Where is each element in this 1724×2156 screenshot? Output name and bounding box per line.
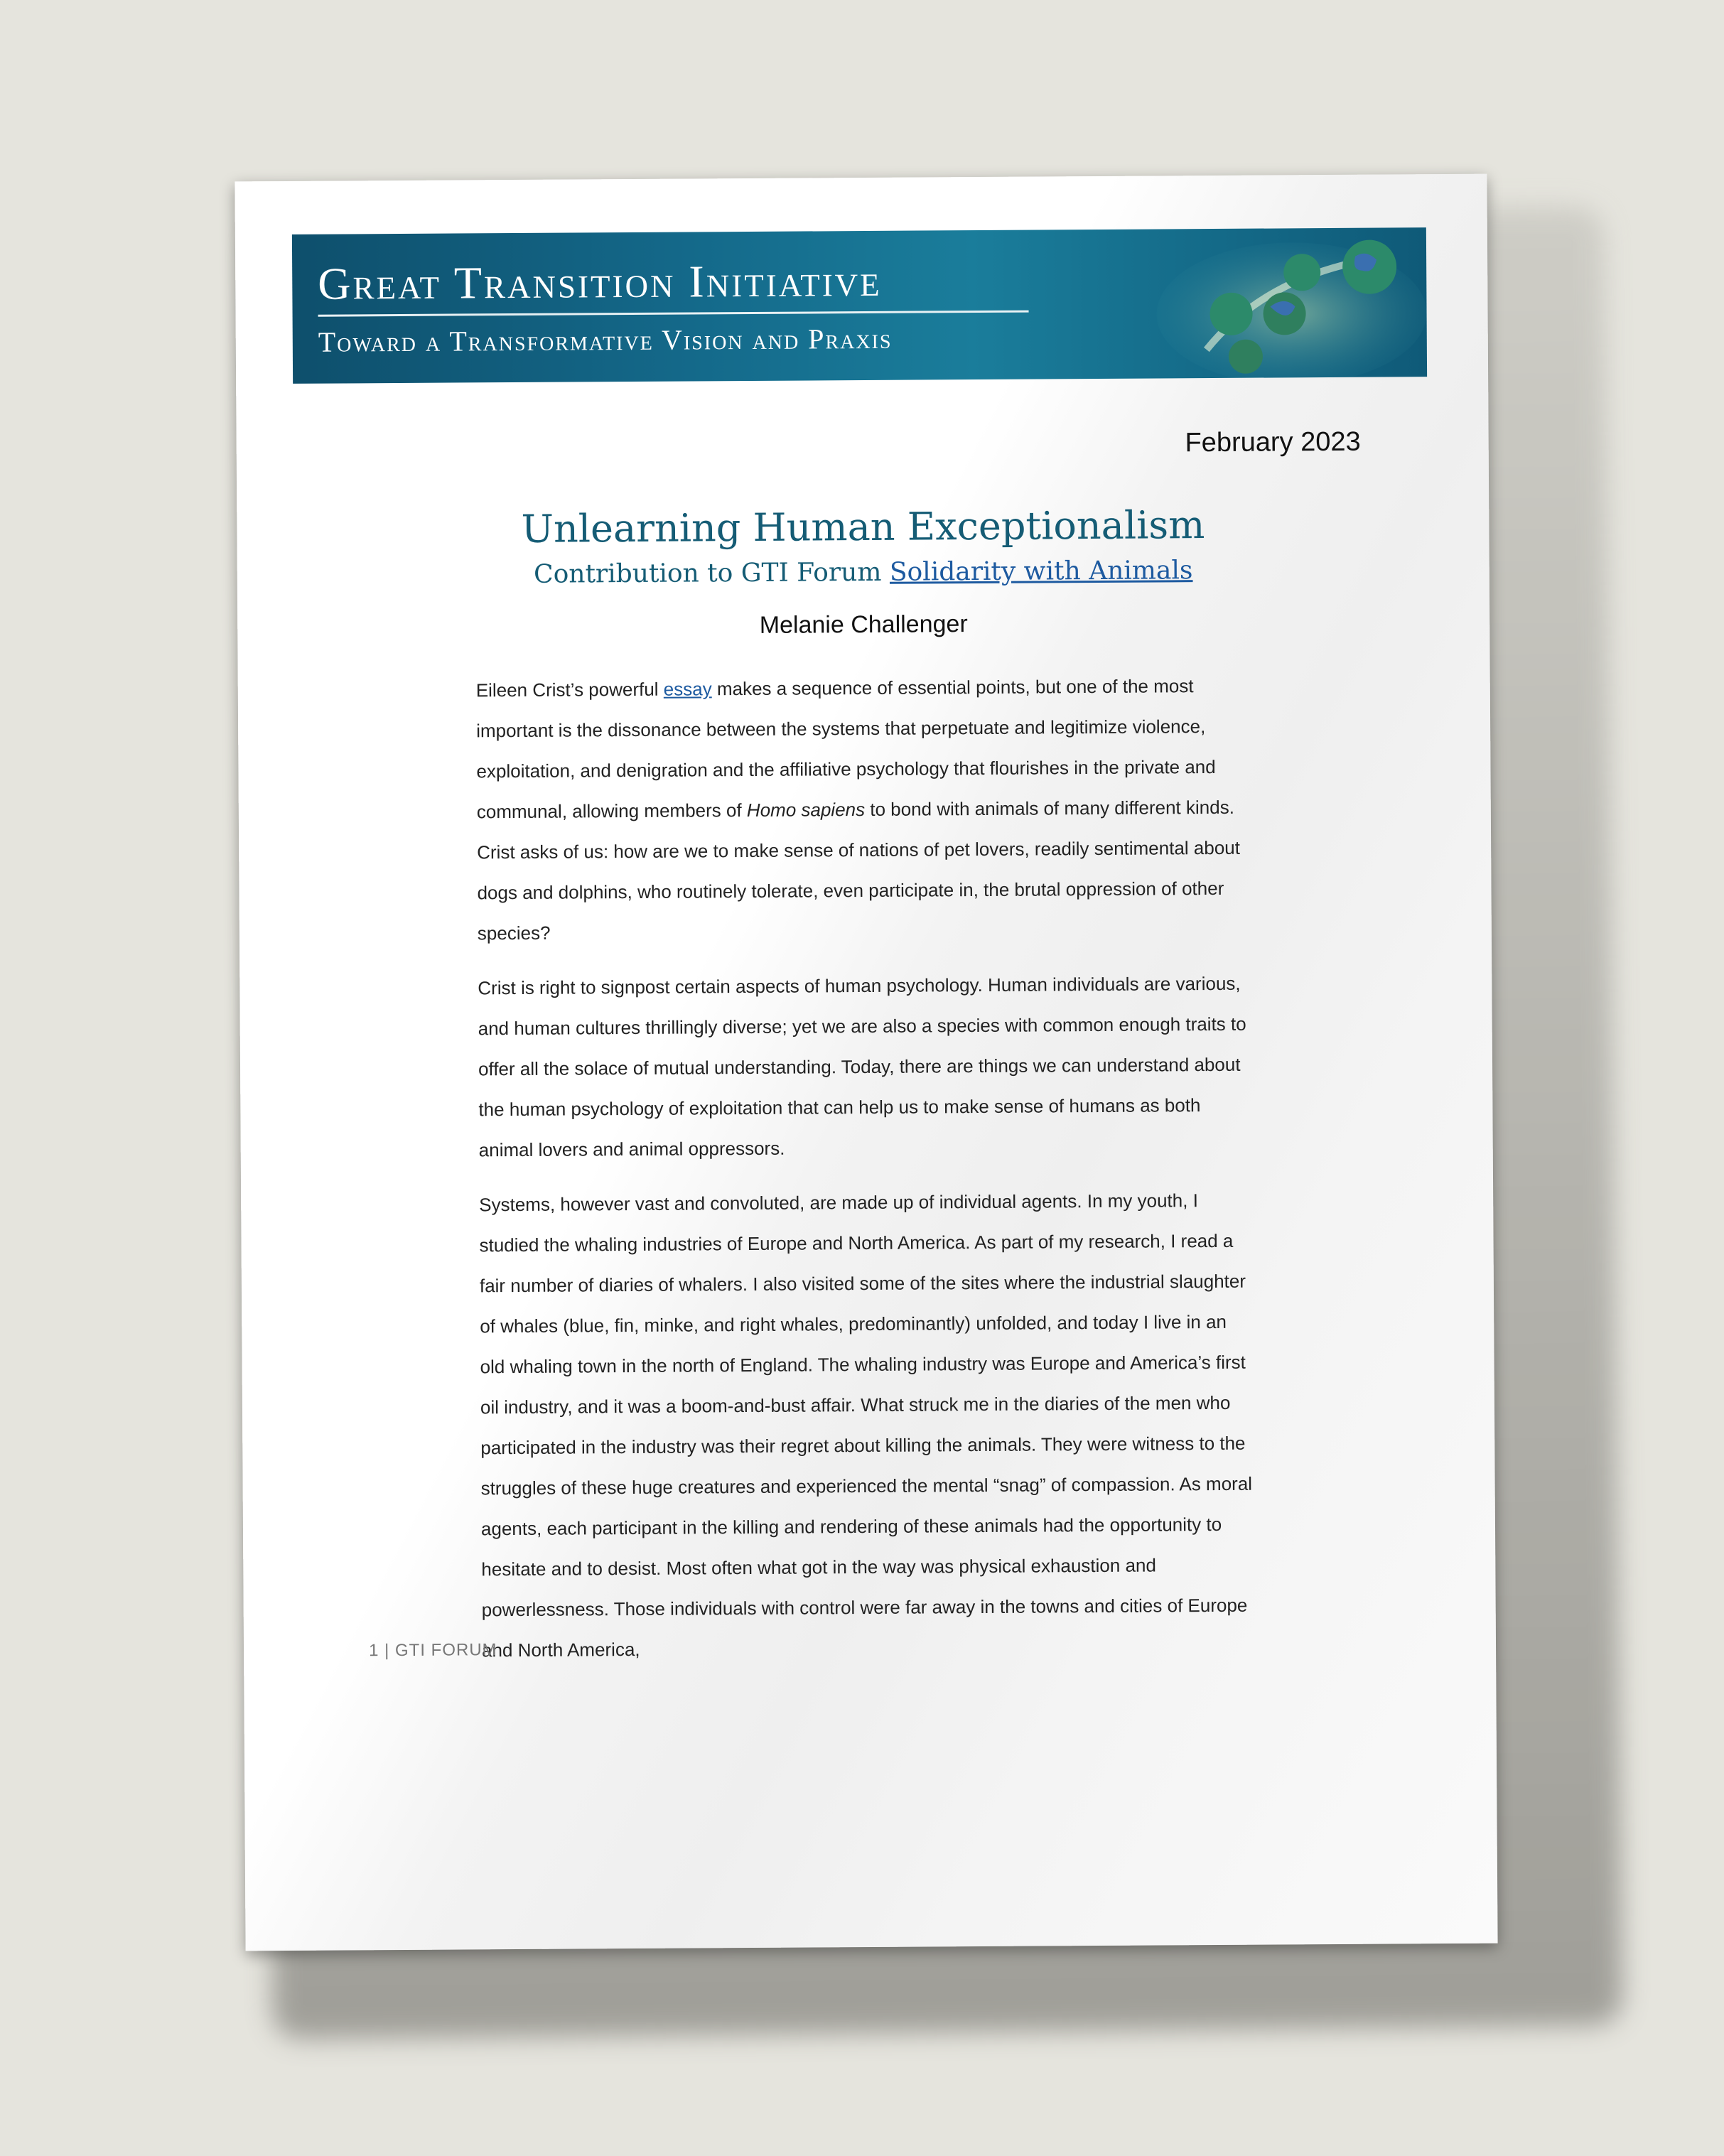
essay-link[interactable]: essay: [663, 678, 712, 700]
p1-text-a: Eileen Crist’s powerful: [475, 678, 664, 701]
banner-divider: [318, 311, 1029, 317]
publication-date: February 2023: [1185, 426, 1361, 458]
p1-text-c: to bond with animals of many different kinds. Crist asks of us: how are we to make sense of nations of pet lovers, readily sentimental about dogs and dolphins, who routinely tolerate, even participate in, the brutal oppression of other species?: [477, 796, 1241, 944]
gti-banner: [292, 227, 1427, 384]
subtitle-prefix: Contribution to GTI Forum: [533, 557, 890, 589]
paragraph-3: Systems, however vast and convoluted, are made up of individual agents. In my youth, I studied the whaling industries of Europe and North America. As part of my research, I read a fair number of diaries of whalers. I also visited some of the sites where the industrial slaughter of whales (blue, fin, minke, and right whales, predominantly) unfolded, and today I live in an old whaling town in the north of England. The whaling industry was Europe and America’s first oil industry, and it was a boom-and-bust affair. What struck me in the diaries of the men who participated in the industry was their regret about killing the animals. They were witness to the struggles of these huge creatures and experienced the mental “snag” of compassion. As moral agents, each participant in the killing and rendering of these animals had the opportunity to hesitate and to desist. Most often what got in the way was physical exhaustion and powerlessness. Those individuals with control were far away in the towns and cities of Europe and North America,: [479, 1190, 1253, 1661]
document-page: [235, 174, 1497, 1951]
page-footer: 1 | GTI FORUM: [368, 1640, 497, 1661]
banner-subtitle: Toward a Transformative Vision and Praxis: [318, 322, 893, 358]
globes-logo-icon: [1156, 227, 1427, 378]
p1-text-b: makes a sequence of essential points, but one of the most important is the dissonance between the systems that perpetuate and legitimize violence, exploitation, and denigration and the affiliative psychology that flourishes in the private and communal, allowing members of: [476, 675, 1216, 823]
banner-title: Great Transition Initiative: [318, 254, 882, 309]
p1-italic-species: Homo sapiens: [746, 799, 866, 821]
article-title: Unlearning Human Exceptionalism: [521, 502, 1205, 551]
paragraph-1: [476, 666, 1252, 954]
forum-link[interactable]: Solidarity with Animals: [889, 556, 1193, 587]
author-name: Melanie Challenger: [759, 610, 968, 639]
article-body: [476, 666, 1257, 1686]
article-subtitle: [237, 554, 1489, 591]
paragraph-2: Crist is right to signpost certain aspects of human psychology. Human individuals are various, and human cultures thrillingly diverse; yet we are also a species with common enough traits to offer all the solace of mutual understanding. Today, there are things we can understand about the human psychology of exploitation that can help us to make sense of humans as both animal lovers and animal oppressors.: [478, 972, 1246, 1161]
